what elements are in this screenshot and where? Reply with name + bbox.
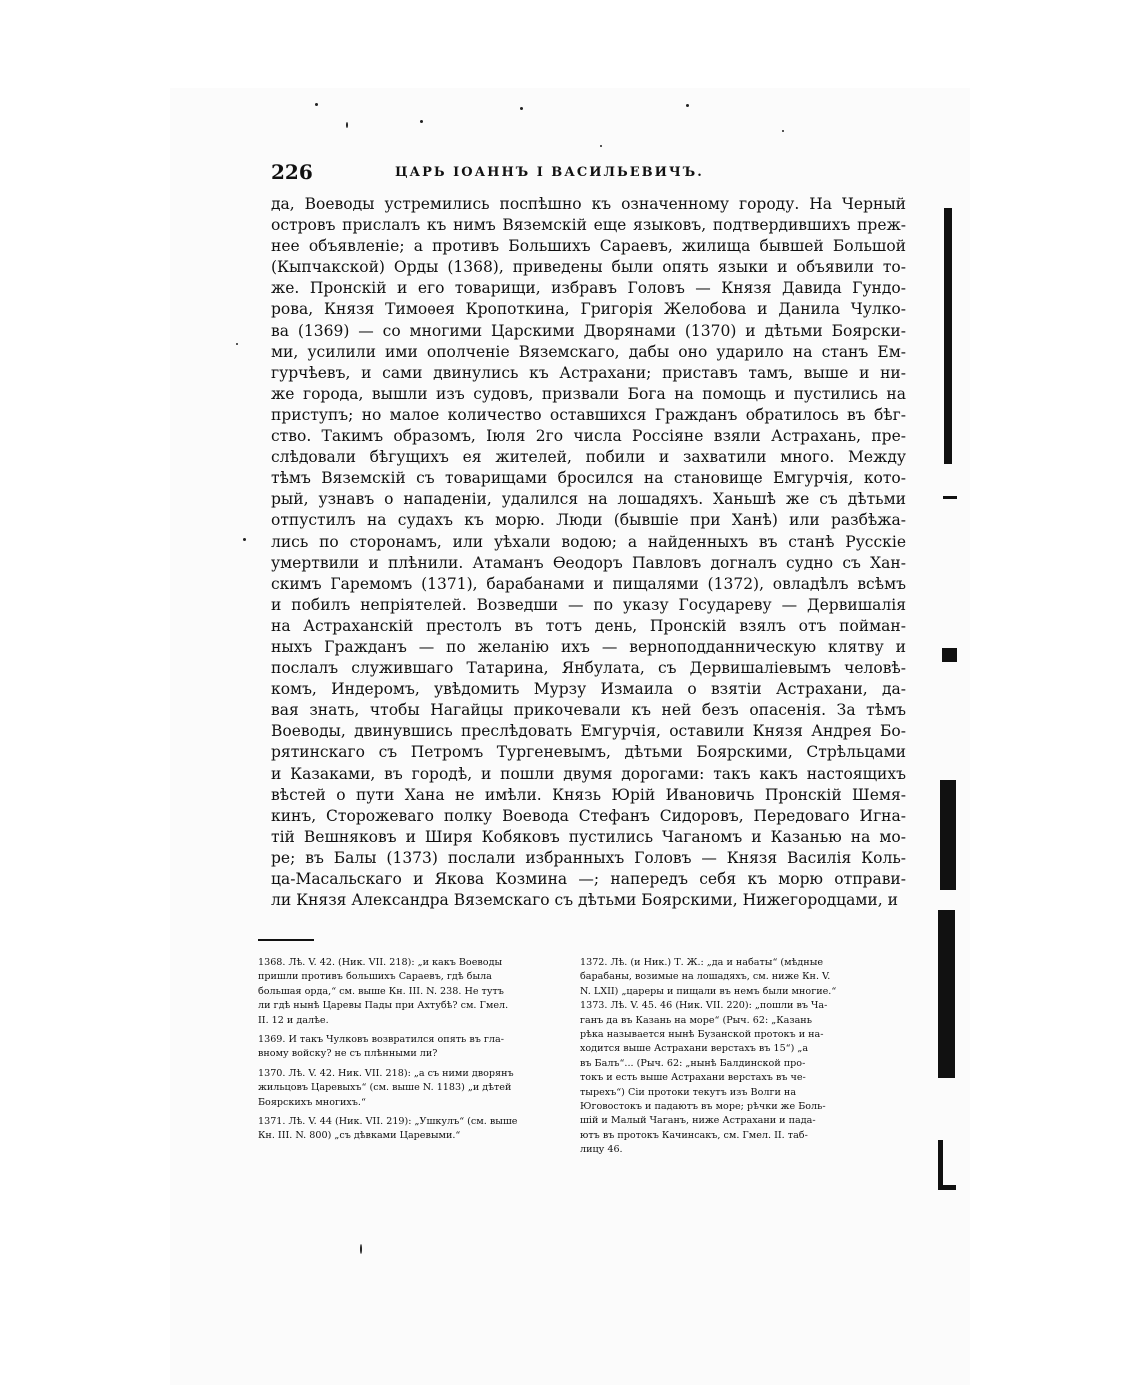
text-line: слѣдовали бѣгущихъ ея жителей, побили и захватили много. Между: [271, 448, 906, 467]
text-line: гурчѣевъ, и сами двинулись къ Астрахани; приставъ тамъ, выше и ни-: [271, 363, 906, 382]
text-line: да, Воеводы устремились поспѣшно къ означенному городу. На Черный: [271, 195, 906, 213]
text-line: и побилъ непріятелей. Возведши — по указу Государеву — Дервишалія: [271, 595, 906, 614]
text-line: ва (1369) — со многими Царскими Дворянами (1370) и дѣтьми Боярски-: [271, 321, 906, 340]
speck: [315, 103, 318, 106]
text-line: ми, усилили ими ополченіе Вяземскаго, дабы оно ударило на станъ Ем-: [271, 342, 906, 361]
footnote-line: ютъ въ протокъ Качинсакъ, см. Гмел. II. таб-: [580, 1129, 808, 1141]
text-line: рова, Князя Тимоѳея Кропоткина, Григорія Желобова и Данила Чулко-: [271, 300, 906, 319]
text-line: островъ прислалъ къ нимъ Вяземскій еще языковъ, подтвердившихъ преж-: [271, 216, 906, 235]
page-number: 226: [271, 160, 313, 184]
speck: [243, 538, 246, 541]
scan-mark-top: [944, 208, 952, 464]
footnote-line: въ Балъ“... (Рыч. 62: „нынѣ Балдинской про-: [580, 1057, 806, 1069]
footnote-line: N. LXII) „цареры и пищали въ немъ были многие.“: [580, 985, 837, 997]
footnote-line: 1370. Лѣ. V. 42. Ник. VII. 218): „а съ ними дворянъ: [258, 1067, 514, 1079]
footnote-line: большая орда,“ см. выше Кн. III. N. 238. Не тутъ: [258, 985, 504, 997]
text-line: умертвили и плѣнили. Атаманъ Ѳеодоръ Павловъ догналъ судно съ Хан-: [271, 553, 906, 572]
text-line: тѣмъ Вяземскій съ товарищами бросился на становище Емгурчія, кото-: [271, 469, 906, 488]
footnotes-right-column: [580, 956, 905, 1163]
text-line: же города, вышли изъ судовъ, призвали Бога на помощь и пустились на: [271, 384, 906, 403]
speck: [520, 107, 523, 110]
speck: [360, 1244, 362, 1254]
footnote-line: Юговостокъ и падаютъ въ море; рѣчки же Боль-: [580, 1101, 826, 1113]
footnote-line: 1373. Лѣ. V. 45. 46 (Ник. VII. 220): „пошли въ Ча-: [580, 1000, 828, 1012]
footnote: [258, 1033, 576, 1062]
text-line: нее объявленіе; а противъ Большихъ Сараевъ, жилища бывшей Большой: [271, 237, 906, 256]
text-line: (Кыпчакской) Орды (1368), приведены были опять языки и объявили то-: [271, 258, 906, 277]
text-line: ли Князя Александра Вяземскаго съ дѣтьми Боярскими, Нижегородцами, и: [271, 891, 898, 910]
text-line: отпустилъ на судахъ къ морю. Люди (бывшіе при Ханѣ) или разбѣжа-: [271, 511, 906, 530]
footnote-line: ли гдѣ нынѣ Царевы Пады при Ахтубѣ? см. Гмел.: [258, 1000, 509, 1012]
footnote: [258, 1067, 576, 1110]
speck: [686, 104, 689, 107]
speck: [782, 130, 784, 132]
footnote-line: токъ и есть выше Астрахани верстахъ въ че-: [580, 1072, 806, 1084]
text-line: ство. Такимъ образомъ, Іюля 2го числа Россіяне взяли Астрахань, пре-: [271, 427, 906, 446]
text-line: тій Вешняковъ и Ширя Кобяковъ пустились Чаганомъ и Казанью на мо-: [271, 827, 906, 846]
speck: [236, 343, 238, 345]
footnote-line: лицу 46.: [580, 1144, 623, 1156]
text-line: Воеводы, двинувшись преслѣдовать Емгурчія, оставили Князя Андрея Бо-: [271, 722, 906, 741]
text-line: комъ, Индеромъ, увѣдомить Мурзу Измаила о взятіи Астрахани, да-: [271, 680, 906, 699]
text-line: же. Пронскій и его товарищи, избравъ Головъ — Князя Давида Гундо-: [271, 279, 906, 298]
speck: [420, 120, 423, 123]
footnote-line: тырехъ“) Сіи протоки текутъ изъ Волги на: [580, 1086, 797, 1098]
footnote-line: ганъ да въ Казань на море“ (Рыч. 62: „Казань: [580, 1014, 812, 1026]
footnote-line: пришли противъ большихъ Сараевъ, гдѣ была: [258, 971, 492, 983]
text-line: ре; въ Балы (1373) послали избранныхъ Головъ — Князя Василія Коль-: [271, 848, 906, 867]
text-line: послалъ служившаго Татарина, Янбулата, съ Дервишаліевымъ человѣ-: [271, 659, 906, 678]
text-line: вая знать, чтобы Нагайцы прикочевали къ ней безъ опасенія. За тѣмъ: [271, 701, 906, 720]
text-line: вѣстей о пути Хана не имѣли. Князь Юрій Ивановичь Пронскій Шемя-: [271, 785, 906, 804]
footnote-line: Кн. III. N. 800) „съ дѣвками Царевыми.“: [258, 1130, 461, 1142]
speck: [346, 122, 348, 128]
footnote-line: 1372. Лѣ. (и Ник.) Т. Ж.: „да и набаты“ (мѣдные: [580, 957, 824, 968]
footnote-line: 1368. Лѣ. V. 42. (Ник. VII. 218): „и какъ Воеводы: [258, 957, 503, 968]
footnote-line: 1369. И такъ Чулковъ возвратился опять въ гла-: [258, 1034, 504, 1046]
main-text: [271, 194, 906, 911]
scan-mark-bottom: [938, 910, 955, 1078]
footnote-line: рѣка называется нынѣ Бузанской протокъ и на-: [580, 1029, 824, 1041]
footnote: [258, 1115, 576, 1144]
running-title: ЦАРЬ ІОАННЪ І ВАСИЛЬЕВИЧЪ.: [395, 165, 704, 180]
scan-mark-lower: [940, 780, 956, 890]
text-line: рый, узнавъ о нападеніи, удалился на лошадяхъ. Ханьшѣ же съ дѣтьми: [271, 490, 906, 509]
text-line: ныхъ Гражданъ — по желанію ихъ — верноподданническую клятву и: [271, 637, 906, 656]
text-line: скимъ Гаремомъ (1371), барабанами и пищалями (1372), овладѣлъ всѣмъ: [271, 574, 906, 593]
footnote-line: Боярскихъ многихъ.“: [258, 1096, 366, 1108]
footnote-rule: [258, 939, 314, 941]
text-line: приступъ; но малое количество оставшихся Гражданъ обратилось въ бѣг-: [271, 405, 906, 424]
speck: [600, 145, 602, 147]
footnote-line: вному войску? не съ плѣнными ли?: [258, 1048, 438, 1060]
footnote-line: ходится выше Астрахани верстахъ въ 15“) „а: [580, 1043, 809, 1055]
footnote-line: шій и Малый Чаганъ, ниже Астрахани и пада-: [580, 1115, 816, 1127]
footnote-line: барабаны, возимые на лошадяхъ, см. ниже Кн. V.: [580, 971, 831, 983]
text-line: кинъ, Сторожеваго полку Воевода Стефанъ Сидоровъ, Передоваго Игна-: [271, 806, 906, 825]
text-line: на Астраханскій престолъ въ тотъ день, Пронскій взялъ отъ пойман-: [271, 616, 906, 635]
scan-mark-dot: [943, 496, 957, 499]
scan-mark-corner-vertical: [938, 1140, 943, 1190]
text-line: и Казаками, въ городѣ, и пошли двумя дорогами: такъ какъ настоящихъ: [271, 764, 906, 783]
footnote: [258, 956, 576, 1028]
text-line: рятинскаго съ Петромъ Тургеневымъ, дѣтьми Боярскими, Стрѣльцами: [271, 743, 906, 762]
footnote-line: 1371. Лѣ. V. 44 (Ник. VII. 219): „Ушкулъ“ (см. выше: [258, 1116, 518, 1128]
footnote-line: жильцовъ Царевыхъ“ (см. выше N. 1183) „и дѣтей: [258, 1082, 512, 1094]
scan-mark-corner-horizontal: [938, 1185, 956, 1190]
footnotes-left-column: [258, 956, 576, 1149]
scan-mark-middle: [942, 648, 957, 662]
footnote: [580, 956, 905, 1158]
text-line: лись по сторонамъ, или уѣхали водою; а найденныхъ въ станѣ Русскіе: [271, 532, 906, 551]
text-line: ца-Масальскаго и Якова Козмина —; напередъ себя къ морю отправи-: [271, 870, 906, 888]
footnote-line: II. 12 и далѣе.: [258, 1014, 329, 1026]
